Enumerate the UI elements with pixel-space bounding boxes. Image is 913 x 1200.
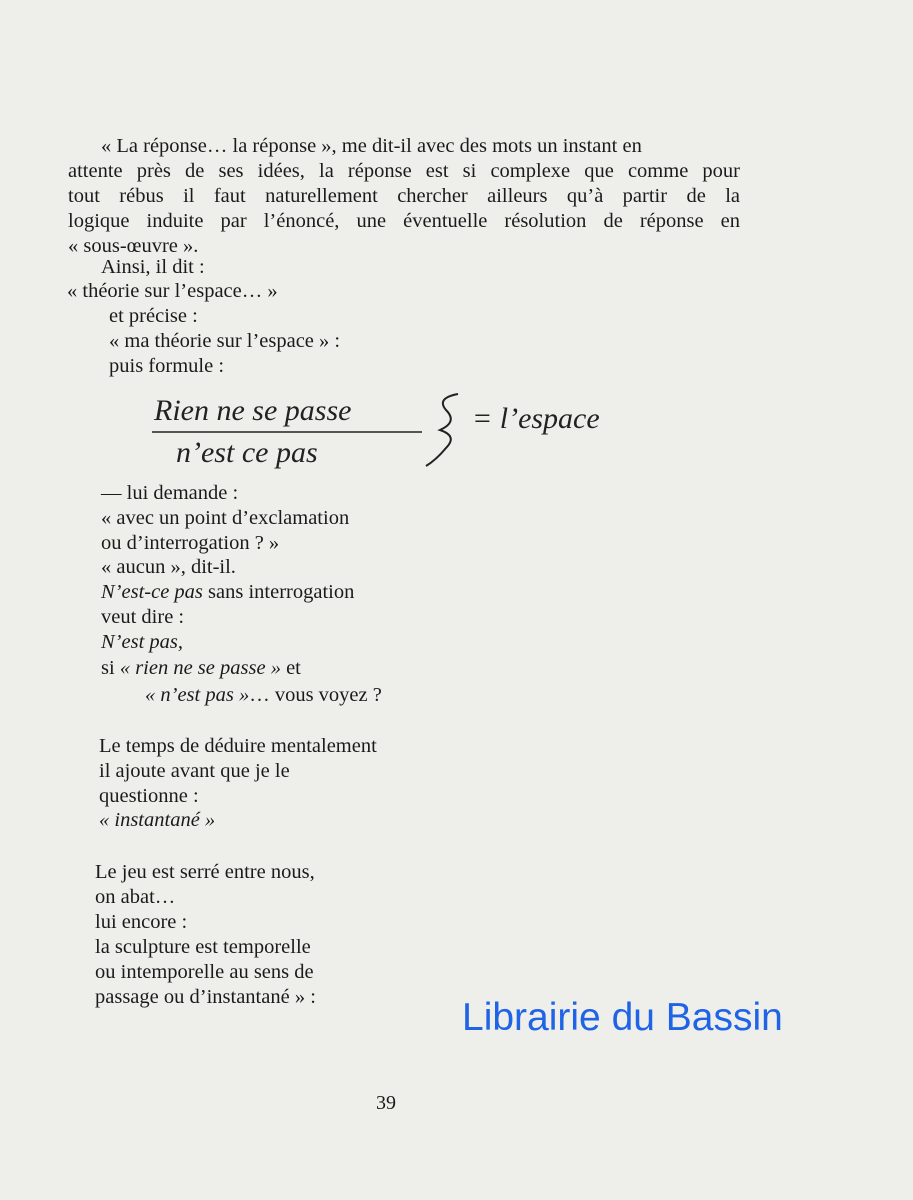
- italic-phrase: « rien ne se passe »: [119, 657, 281, 679]
- text-line: passage ou d’instantané » :: [95, 986, 316, 1008]
- text-line: Le jeu est serré entre nous,: [95, 861, 315, 883]
- text-line: et précise :: [109, 305, 198, 327]
- paragraph-line: « La réponse… la réponse », me dit-il avec des mots un instant en: [101, 135, 642, 157]
- text-line: ou intemporelle au sens de: [95, 961, 314, 983]
- text-line: veut dire :: [101, 606, 185, 628]
- formula-result: = l’espace: [472, 402, 600, 435]
- text-span: et: [280, 657, 301, 679]
- text-line: puis formule :: [109, 355, 225, 377]
- text-span: … vous voyez ?: [249, 684, 382, 706]
- text-line: Le temps de déduire mentalement: [99, 735, 377, 757]
- text-line: lui encore :: [95, 911, 188, 933]
- italic-line: « instantané »: [99, 809, 216, 831]
- text-line: questionne :: [99, 785, 199, 807]
- text-span: sans interrogation: [202, 581, 355, 603]
- text-line: [101, 656, 301, 680]
- text-line: — lui demande :: [101, 482, 239, 504]
- handwritten-formula: [140, 380, 660, 480]
- text-line: la sculpture est temporelle: [95, 936, 311, 958]
- text-line: « théorie sur l’espace… »: [67, 280, 278, 302]
- formula-denominator: n’est ce pas: [176, 436, 318, 469]
- text-span: si: [101, 657, 120, 679]
- formula-numerator: Rien ne se passe: [154, 394, 352, 427]
- watermark-text: Librairie du Bassin: [462, 996, 783, 1039]
- text-line: « aucun », dit-il.: [101, 556, 236, 578]
- text-line: Ainsi, il dit :: [101, 256, 205, 278]
- italic-line: N’est pas,: [101, 631, 183, 653]
- italic-phrase: « n’est pas »: [145, 684, 250, 706]
- text-line: ou d’interrogation ? »: [101, 532, 280, 554]
- page-number: 39: [376, 1092, 396, 1114]
- text-line: « avec un point d’exclamation: [101, 507, 350, 529]
- curly-brace-icon: [426, 394, 458, 466]
- text-line: on abat…: [95, 886, 176, 908]
- paragraph-line: « sous-œuvre ».: [68, 235, 199, 257]
- text-line: [101, 580, 354, 604]
- paragraph-line: tout rébus il faut naturellement chercher ailleurs qu’à partir de la: [68, 185, 740, 207]
- text-line: « ma théorie sur l’espace » :: [109, 330, 341, 352]
- italic-phrase: N’est-ce pas: [101, 581, 203, 603]
- paragraph-line: logique induite par l’énoncé, une éventuelle résolution de réponse en: [68, 210, 740, 232]
- text-line: [145, 683, 382, 707]
- text-line: il ajoute avant que je le: [99, 760, 290, 782]
- paragraph-line: attente près de ses idées, la réponse est si complexe que comme pour: [68, 160, 740, 182]
